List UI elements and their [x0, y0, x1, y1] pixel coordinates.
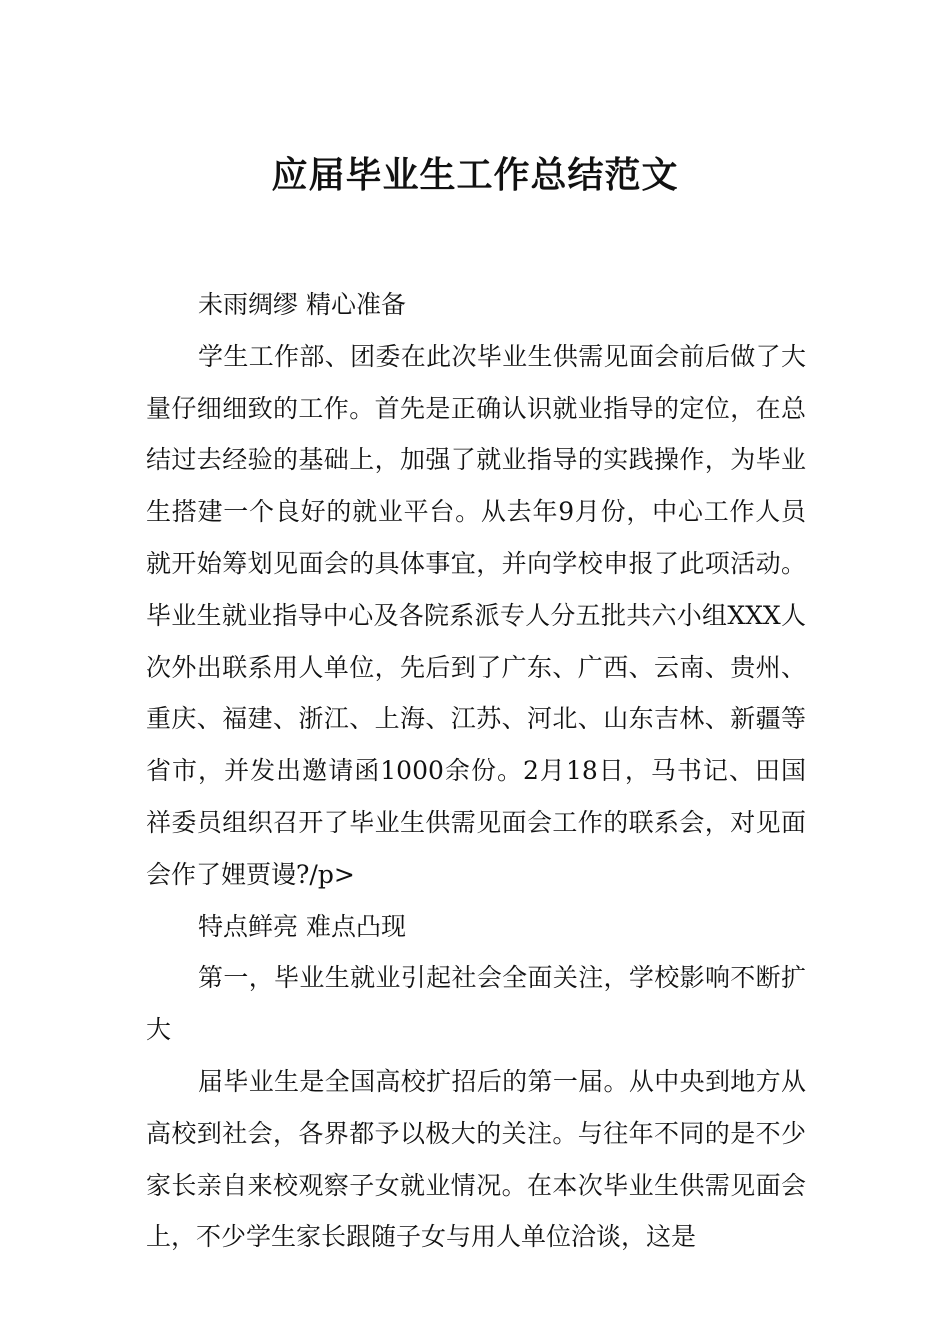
document-title: 应届毕业生工作总结范文 — [271, 154, 679, 197]
paragraph-first-point: 第一，毕业生就业引起社会全面关注，学校影响不断扩大 — [146, 963, 806, 1045]
paragraph-graduates-attention: 届毕业生是全国高校扩招后的第一届。从中央到地方从高校到社会，各界都予以极大的关注。与往年不同的是不少家长亲自来校观察子女就业情况。在本次毕业生供需见面会上，不少学生家长跟随子女与用人单位洽谈，这是 — [146, 1066, 806, 1252]
section-heading-features: 特点鲜亮 难点凸现 — [198, 911, 406, 941]
paragraph-preparation-work: 学生工作部、团委在此次毕业生供需见面会前后做了大量仔细细致的工作。首先是正确认识就业指导的定位，在总结过去经验的基础上，加强了就业指导的实践操作，为毕业生搭建一个良好的就业平台。从去年9月份，中心工作人员就开始筹划见面会的具体事宜，并向学校申报了此项活动。毕业生就业指导中心及各院系派专人分五批共六小组XXX人次外出联系用人单位，先后到了广东、广西、云南、贵州、重庆、福建、浙江、上海、江苏、河北、山东吉林、新疆等省市，并发出邀请函1000余份。2月18日，马书记、田国祥委员组织召开了毕业生供需见面会工作的联系会，对见面会作了娌贾谩?/p> — [146, 341, 806, 889]
document-body — [146, 279, 806, 1263]
section-heading-preparation: 未雨绸缪 精心准备 — [198, 290, 406, 319]
